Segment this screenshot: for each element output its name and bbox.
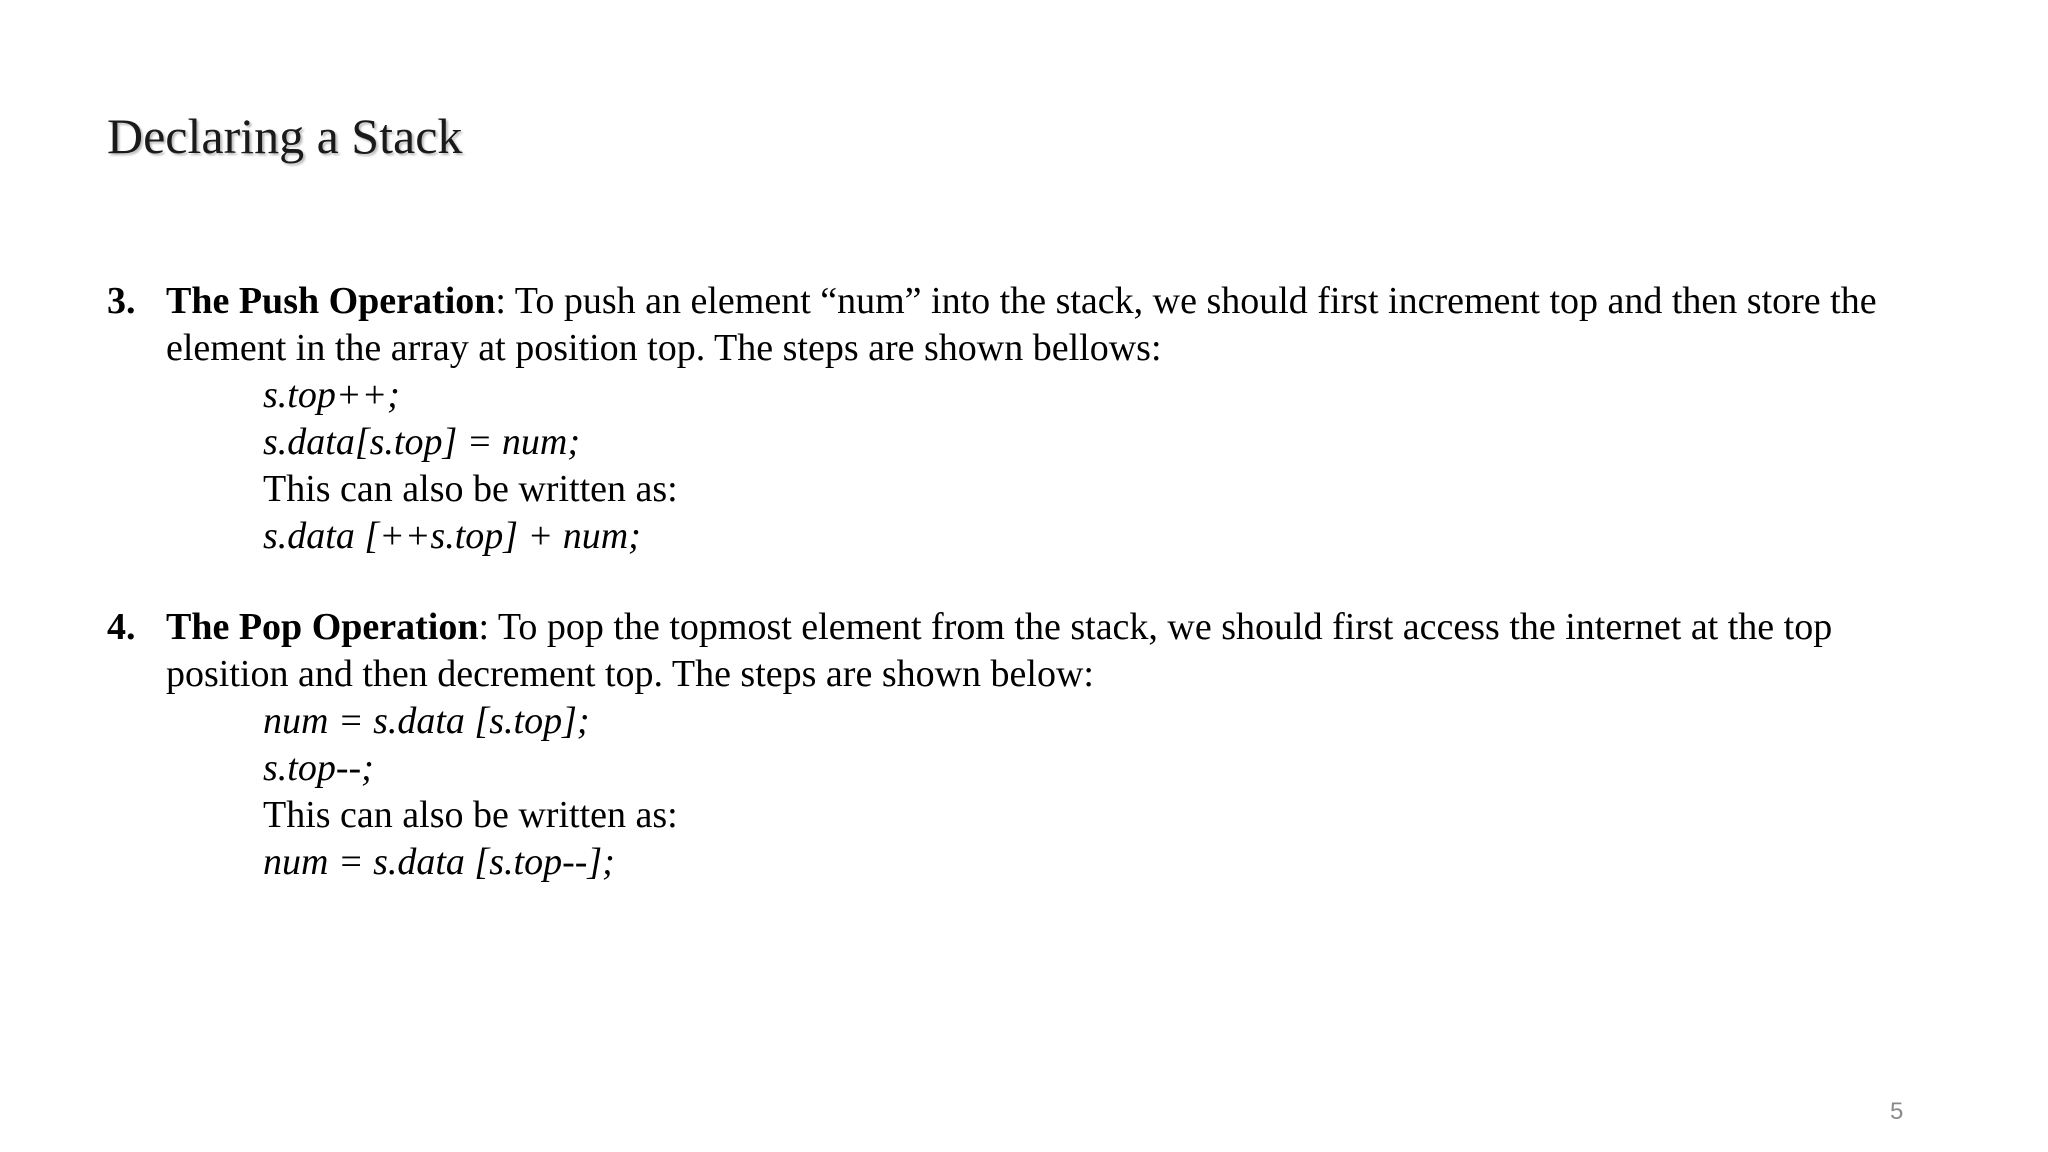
list-item-pop-operation — [107, 604, 1927, 886]
code-line: s.data[s.top] = num; — [263, 421, 581, 463]
item-paragraph — [166, 604, 1927, 698]
code-line: num = s.data [s.top]; — [263, 700, 590, 742]
slide-title: Declaring a Stack — [107, 108, 463, 164]
code-line: s.data [++s.top] + num; — [263, 515, 641, 557]
code-steps — [263, 698, 1927, 886]
alternative-note: This can also be written as: — [263, 794, 678, 836]
item-heading: The Push Operation — [166, 280, 496, 322]
code-line: s.top++; — [263, 374, 400, 416]
alternative-note: This can also be written as: — [263, 468, 678, 510]
code-steps — [263, 372, 1927, 560]
item-number: 3. — [107, 280, 136, 322]
item-number: 4. — [107, 606, 136, 648]
item-description: : To pop the topmost element from the stack, we should first access the internet at the top position and then decrement top. The steps are shown below: — [166, 606, 1833, 695]
list-item-push-operation — [107, 278, 1927, 560]
item-heading: The Pop Operation — [166, 606, 479, 648]
code-line: num = s.data [s.top--]; — [263, 841, 615, 883]
code-line: s.top--; — [263, 747, 374, 789]
page-number: 5 — [1890, 1098, 1904, 1125]
item-description: : To push an element “num” into the stack, we should first increment top and then store the element in the array at position top. The steps are shown bellows: — [166, 280, 1877, 369]
item-paragraph — [166, 278, 1927, 372]
